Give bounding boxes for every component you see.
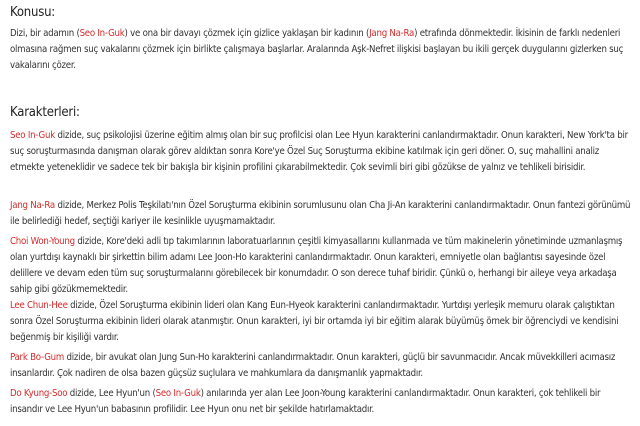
section-title-konusu: Konusu: bbox=[10, 5, 56, 20]
character-description: dizide, Özel Soruşturma ekibinin lideri olan Kang Eun-Hyeok karakterini canlandırmaktadır. Yurtdışı yerleşik memuru olarak çalıştıktan sonra Özel Soruşturma ekibinin lideri olarak atanmıştır. Onun karakteri, iyi bir ortamda iyi bir eğitim alarak büyümüş örnek bir öğrenciydi ve kendisini beğenmiş bir kişiliği vardır. bbox=[10, 300, 619, 343]
character-paragraph bbox=[10, 298, 632, 346]
summary-paragraph bbox=[10, 26, 632, 74]
character-description: ) anılarında yer alan Lee Joon-Young karakterini canlandırmaktadır. Onun karakteri, çok tehlikeli bir insandır ve Lee Hyun'un babasının profilidir. Lee Hyun onu net bir şekilde hatırlamaktadır. bbox=[10, 388, 601, 415]
character-paragraph bbox=[10, 386, 632, 418]
actor-name-link[interactable]: Seo In-Guk bbox=[155, 388, 201, 399]
actor-name-link[interactable]: Seo In-Guk bbox=[10, 130, 55, 141]
actor-name-link[interactable]: Choi Won-Young bbox=[10, 236, 75, 247]
character-description: dizide, Lee Hyun'un ( bbox=[67, 388, 156, 399]
section-title-karakterler: Karakterleri: bbox=[10, 105, 80, 120]
character-description: dizide, bir avukat olan Jung Sun-Ho karakterini canlandırmaktadır. Onun karakteri, güçlü bir savunmacıdır. Ancak müvekkilleri acımasız insanlardır. Çok nadiren de olsa bazen güçsüz suçlulara ve mahkumlara da danışmanlık yapmaktadır. bbox=[10, 352, 616, 379]
character-paragraph bbox=[10, 234, 632, 298]
summary-text: ) etrafında dönmektedir. İkisinin de farklı nedenleri olmasına rağmen suç vakalarını çözmek için birlikte çalışmaya başlarlar. Aralarında Aşk-Nefret ilişkisi başlayan bu ikili gerçek duygularını gizlerken suç vakalarını çözer. bbox=[10, 28, 624, 71]
actor-name-link[interactable]: Park Bo-Gum bbox=[10, 352, 65, 363]
actor-name-link[interactable]: Do Kyung-Soo bbox=[10, 388, 68, 399]
actor-name-link[interactable]: Lee Chun-Hee bbox=[10, 300, 68, 311]
character-description: dizide, Kore'deki adli tıp takımlarının laboratuarlarının çeşitli kimyasallarını kullanmada ve tüm makinelerin yönetiminde uzmanlaşmış olan yurtdışı kaynaklı bir şirkettin bilim adamı Lee Joon-Ho karakterini canlandırmaktadır. Onun karakteri, emniyetle olan bağlantısı sayesinde özel delillere ve devam eden tüm suç soruşturmalarını görebilecek bir konumdadır. O son derece tuhaf biridir. Çünkü o, herhangi bir aileye veya arkadaşa sahip gibi gözükmemektedir. bbox=[10, 236, 623, 295]
character-paragraph bbox=[10, 198, 632, 230]
actor-name-link[interactable]: Jang Na-Ra bbox=[369, 28, 415, 39]
character-description: dizide, Merkez Polis Teşkilatı'nın Özel Soruşturma ekibinin sorumlusunu olan Cha Ji-An karakterini canlandırmaktadır. Onun fantezi görünümü ile belirlediği hedef, seçtiği kariyer ile kesinlikle uyuşmamaktadır. bbox=[10, 200, 631, 227]
actor-name-link[interactable]: Jang Na-Ra bbox=[10, 200, 55, 211]
summary-text: Dizi, bir adamın ( bbox=[10, 28, 80, 39]
character-paragraph bbox=[10, 128, 632, 176]
character-description: dizide, suç psikolojisi üzerine eğitim almış olan bir suç profilcisi olan Lee Hyun karakterini canlandırmaktadır. Onun karakteri, New York'ta bir suç soruşturmasında danışman olarak görev aldıktan sonra Kore'ye Özel Suç Soruşturma ekibine katılmak için geri döner. O, suç mahallini analiz etmekte yeteneklidir ve sadece tek bir bakışla bir kişinin profilini çıkarabilmektedir. Çok sevimli biri gibi gözükse de yalnız ve tehlikeli birisidir. bbox=[10, 130, 628, 173]
summary-text: ) ve ona bir davayı çözmek için gizlice yaklaşan bir kadının ( bbox=[124, 28, 370, 39]
character-paragraph bbox=[10, 350, 632, 382]
actor-name-link[interactable]: Seo In-Guk bbox=[79, 28, 125, 39]
